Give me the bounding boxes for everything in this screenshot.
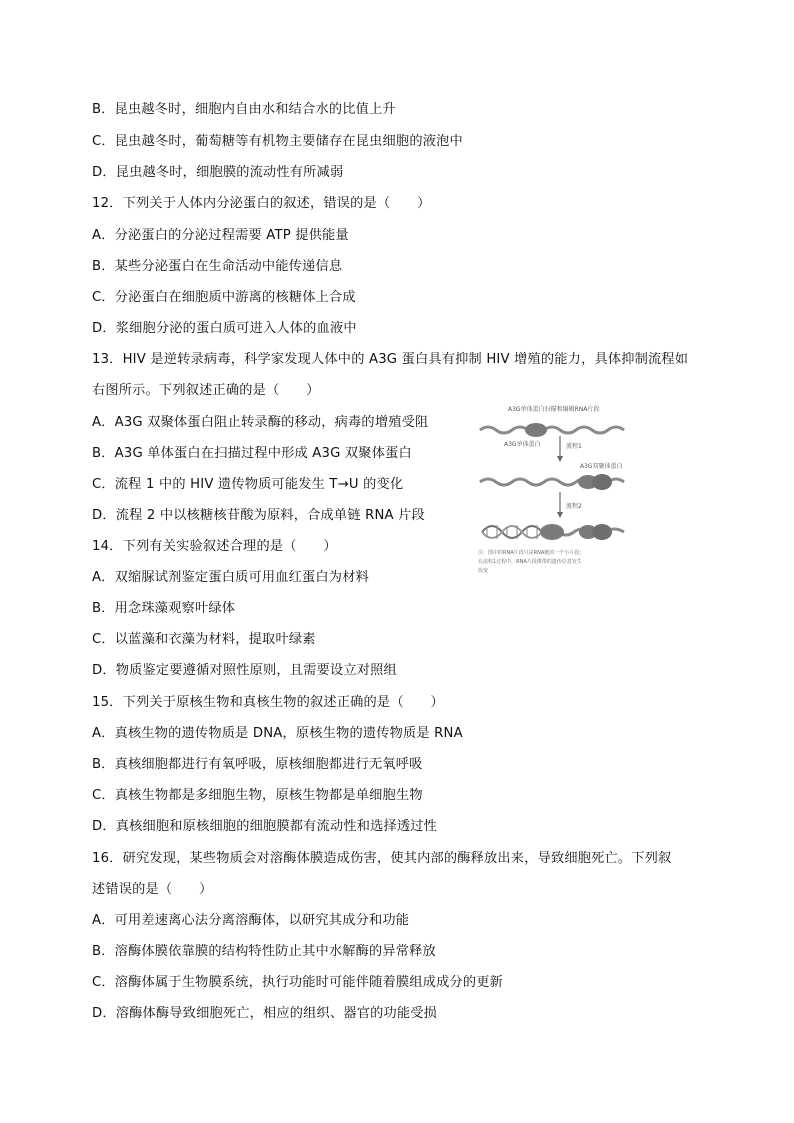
question-13-stem: 13．HIV 是逆转录病毒，科学家发现人体中的 A3G 蛋白具有抑制 HIV 增殖的能力，具体抑制流程如: [92, 352, 689, 367]
option-14a: A．双缩脲试剂鉴定蛋白质可用血红蛋白为材料: [92, 570, 369, 585]
option-12b: B．某些分泌蛋白在生命活动中能传递信息: [92, 259, 343, 274]
question-12-stem: 12．下列关于人体内分泌蛋白的叙述，错误的是（ ）: [92, 196, 431, 211]
step1-label: 流程1: [566, 443, 582, 450]
question-16-stem: 16．研究发现，某些物质会对溶酶体膜造成伤害，使其内部的酶释放出来，导致细胞死亡。下列叙: [92, 851, 672, 866]
figure-note-3: 改变: [478, 568, 489, 574]
option-14c: C．以蓝藻和衣藻为材料，提取叶绿素: [92, 632, 316, 647]
option-15d: D．真核细胞和原核细胞的细胞膜都有流动性和选择透过性: [92, 819, 438, 834]
step1-arrowhead: [557, 456, 563, 462]
option-16b: B．溶酶体膜依靠膜的结构特性防止其中水解酶的异常释放: [92, 944, 436, 959]
option-13b: B．A3G 单体蛋白在扫描过程中形成 A3G 双聚体蛋白: [92, 446, 412, 461]
enzyme-blob-1: [540, 524, 564, 540]
helix-strand-b: [482, 526, 542, 538]
option-13a: A．A3G 双聚体蛋白阻止转录酶的移动，病毒的增殖受阻: [92, 415, 429, 430]
option-16c: C．溶酶体属于生物膜系统，执行功能时可能伴随着膜组成成分的更新: [92, 975, 504, 990]
step2-arrowhead: [557, 512, 563, 518]
step2-label: 流程2: [566, 503, 582, 510]
option-15c: C．真核生物都是多细胞生物，原核生物都是单细胞生物: [92, 788, 423, 803]
option-16d: D．溶酶体酶导致细胞死亡，相应的组织、器官的功能受损: [92, 1006, 438, 1021]
option-14b: B．用念珠藻观察叶绿体: [92, 601, 236, 616]
question-14-stem: 14．下列有关实验叙述合理的是（ ）: [92, 539, 337, 554]
rna-strand-1: [480, 427, 624, 433]
option-12d: D．浆细胞分泌的蛋白质可进入人体的血液中: [92, 321, 357, 336]
option-15a: A．真核生物的遗传物质是 DNA，原核生物的遗传物质是 RNA: [92, 726, 463, 741]
option-15b: B．真核细胞都进行有氧呼吸，原核细胞都进行无氧呼吸: [92, 757, 423, 772]
a3g-monomer-protein: [525, 423, 547, 437]
option-13d: D．流程 2 中以核糖核苷酸为原料，合成单链 RNA 片段: [92, 508, 425, 523]
option-14d: D．物质鉴定要遵循对照性原则，且需要设立对照组: [92, 663, 397, 678]
question-16-stem-cont: 述错误的是（ ）: [92, 882, 213, 897]
a3g-diagram: [474, 402, 638, 578]
helix-strand-a: [482, 526, 542, 538]
option-11d: D．昆虫越冬时，细胞膜的流动性有所减弱: [92, 165, 344, 180]
a3g-process-figure: [474, 402, 638, 578]
enzyme-blob-3: [592, 524, 612, 540]
figure-note-2: 在流程1过程中，RNA片段携带的遗传信息发生: [478, 559, 582, 565]
option-11b: B．昆虫越冬时，细胞内自由水和结合水的比值上升: [92, 102, 396, 117]
option-11c: C．昆虫越冬时，葡萄糖等有机物主要储存在昆虫细胞的液泡中: [92, 134, 463, 149]
question-13-stem-cont: 右图所示。下列叙述正确的是（ ）: [92, 383, 320, 398]
monomer-label: A3G单体蛋白: [504, 441, 541, 448]
figure-note-1: 注：图中的RNA片段只是RNA链的一个小片段；: [478, 550, 585, 556]
option-13c: C．流程 1 中的 HIV 遗传物质可能发生 T→U 的变化: [92, 477, 404, 492]
a3g-dimer-protein-right: [592, 474, 612, 490]
option-16a: A．可用差速离心法分离溶酶体，以研究其成分和功能: [92, 913, 410, 928]
dimer-label: A3G双聚体蛋白: [580, 463, 623, 470]
option-12a: A．分泌蛋白的分泌过程需要 ATP 提供能量: [92, 228, 349, 243]
option-12c: C．分泌蛋白在细胞质中游离的核糖体上合成: [92, 290, 356, 305]
figure-top-label: A3G单体蛋白扫描和编辑RNA片段: [508, 406, 600, 413]
question-15-stem: 15．下列关于原核生物和真核生物的叙述正确的是（ ）: [92, 695, 444, 710]
